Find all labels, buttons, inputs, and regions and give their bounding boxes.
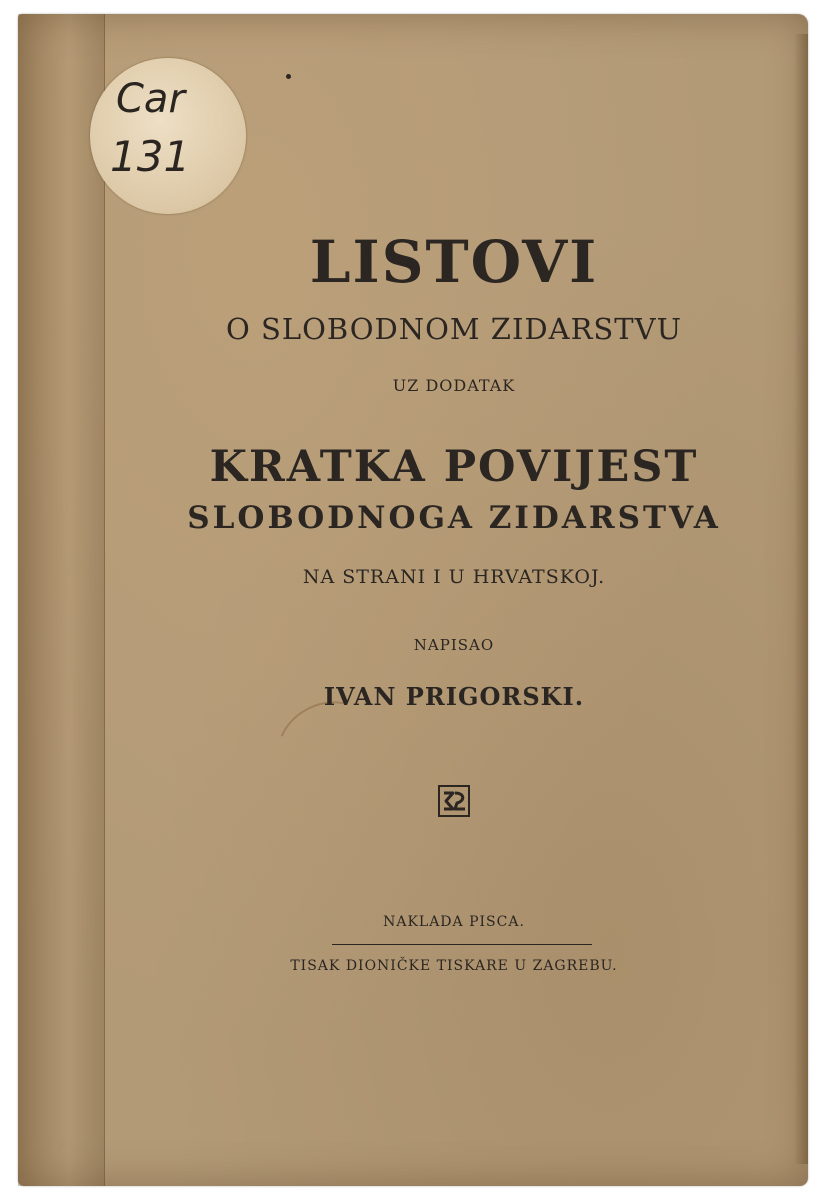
label-shelfmark-number: 131 bbox=[110, 132, 191, 181]
divider-rule bbox=[332, 944, 592, 945]
worn-edge bbox=[794, 34, 808, 1164]
addendum-intro: UZ DODATAK bbox=[392, 376, 516, 395]
book-subtitle: O SLOBODNOM ZIDARSTVU bbox=[225, 312, 683, 346]
addendum-scope: NA STRANI I U HRVATSKOJ. bbox=[302, 566, 606, 588]
publisher-line: NAKLADA PISCA. bbox=[383, 914, 525, 930]
book-cover bbox=[18, 14, 808, 1186]
printer-monogram-icon bbox=[100, 784, 808, 820]
author-intro: NAPISAO bbox=[413, 636, 495, 654]
book-spine bbox=[18, 14, 105, 1186]
label-shelfmark-prefix: Car bbox=[116, 76, 185, 122]
author-name: IVAN PRIGORSKI. bbox=[323, 682, 585, 711]
printer-line: TISAK DIONIČKE TISKARE U ZAGREBU. bbox=[290, 958, 618, 974]
addendum-title-line2: SLOBODNOGA ZIDARSTVA bbox=[187, 500, 721, 536]
book-title: LISTOVI bbox=[309, 228, 599, 296]
addendum-title-line1: KRATKA POVIJEST bbox=[209, 442, 699, 492]
library-label bbox=[90, 58, 246, 214]
ink-dot bbox=[286, 74, 291, 79]
